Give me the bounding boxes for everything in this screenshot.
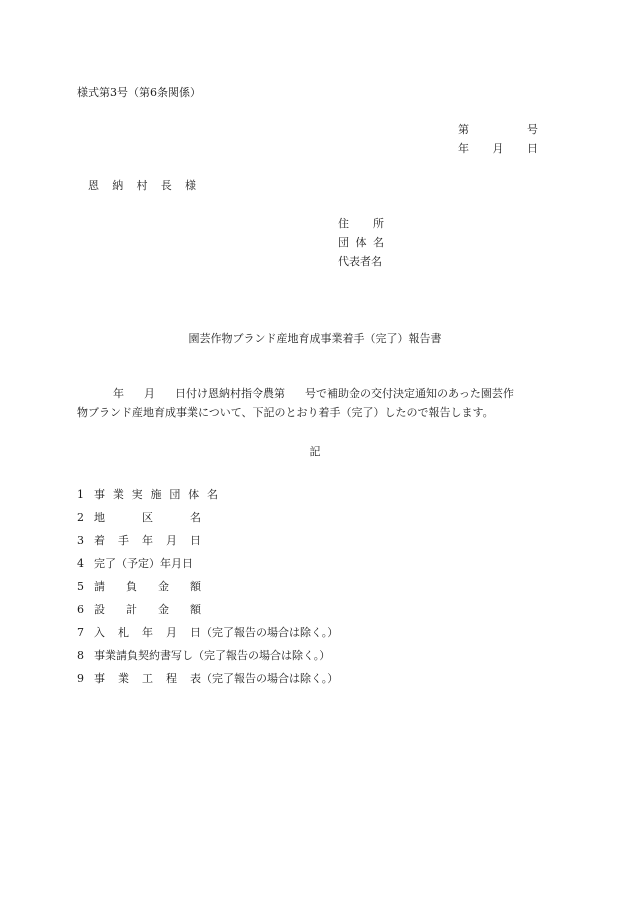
list-item: [77, 581, 201, 592]
addressee-char: 村: [136, 179, 148, 192]
item-char: 札: [118, 626, 129, 639]
sender-org-char: 名: [373, 236, 384, 249]
item-label: [94, 673, 201, 684]
body-month: 月: [144, 387, 155, 400]
item-label: [94, 558, 193, 569]
sender-organization-label: [338, 237, 384, 248]
item-label: [94, 512, 201, 523]
sender-org-char: 団: [338, 236, 349, 249]
item-char: 計: [126, 603, 137, 616]
item-char: 日: [190, 534, 201, 547]
body-day-ref: 日付け恩納村指令農第: [175, 387, 285, 400]
item-label: [94, 581, 201, 592]
item-text: 事業請負契約書写し: [94, 649, 193, 662]
addressee-char: 長: [160, 179, 172, 192]
item-char: 施: [150, 488, 162, 501]
list-item: [77, 627, 338, 638]
item-char: 業: [112, 488, 124, 501]
list-item: [77, 604, 201, 615]
item-label: [94, 604, 201, 615]
item-number: 7: [77, 626, 84, 639]
item-char: 団: [169, 488, 181, 501]
item-char: 負: [126, 580, 137, 593]
addressee: [88, 180, 196, 191]
form-number: 様式第3号（第6条関係）: [77, 86, 201, 99]
item-char: 請: [94, 580, 105, 593]
list-item: [77, 512, 201, 523]
date-month-label: 月: [492, 142, 504, 155]
item-number: 8: [77, 649, 84, 662]
list-item: [77, 558, 193, 569]
sender-address-char: 所: [373, 217, 384, 230]
item-label: [94, 489, 218, 500]
item-char: 業: [118, 672, 129, 685]
addressee-char: 恩: [88, 179, 99, 192]
item-char: 金: [158, 580, 169, 593]
item-char: 程: [166, 672, 177, 685]
item-label: [94, 535, 201, 546]
sender-org-char: 体: [355, 236, 367, 249]
body-paragraph-line-2: 物ブランド産地育成事業について、下記のとおり着手（完了）したので報告します。: [77, 406, 494, 419]
item-char: 実: [131, 488, 143, 501]
item-number: 4: [77, 557, 84, 570]
date-day-label: 日: [527, 142, 538, 155]
item-number: 6: [77, 603, 84, 616]
addressee-char: 納: [112, 179, 124, 192]
doc-number-prefix: 第: [458, 123, 469, 136]
document-title: 園芸作物ブランド産地育成事業着手（完了）報告書: [188, 332, 442, 345]
item-label: [94, 650, 193, 661]
item-number: 9: [77, 672, 84, 685]
addressee-char: 様: [185, 179, 196, 192]
item-label: [94, 627, 201, 638]
doc-number-suffix: 号: [527, 123, 538, 136]
sender-address-label: [338, 218, 384, 229]
item-char: 年: [142, 534, 153, 547]
document-number: [458, 124, 538, 135]
item-char: 体: [188, 488, 200, 501]
item-note: （完了報告の場合は除く。）: [201, 672, 339, 685]
item-char: 日: [190, 626, 201, 639]
item-char: 事: [94, 672, 105, 685]
item-char: 名: [206, 488, 218, 501]
item-char: 表: [190, 672, 201, 685]
item-number: 5: [77, 580, 84, 593]
item-note: （完了報告の場合は除く。）: [201, 626, 339, 639]
item-number: 2: [77, 511, 84, 524]
ki-heading: 記: [309, 445, 321, 458]
sender-address-char: 住: [338, 217, 349, 230]
list-item: [77, 535, 201, 546]
body-number-ref: 号で補助金の交付決定通知のあった園芸作: [305, 387, 514, 400]
item-char: 事: [94, 488, 105, 501]
list-item: [77, 489, 218, 500]
date-year-label: 年: [458, 142, 469, 155]
document-date: [458, 143, 538, 154]
sender-representative-label: [338, 256, 384, 267]
item-char: 金: [158, 603, 169, 616]
item-number: 3: [77, 534, 84, 547]
item-char: 年: [142, 626, 153, 639]
item-char: 月: [166, 626, 177, 639]
item-char: 区: [142, 511, 153, 524]
item-char: 設: [94, 603, 105, 616]
item-char: 手: [118, 534, 129, 547]
item-char: 着: [94, 534, 105, 547]
body-year: 年: [113, 387, 124, 400]
sender-rep-text: 代表者名: [338, 255, 382, 268]
body-paragraph-line-1: [77, 388, 514, 399]
item-text: 完了（予定）年月日: [94, 557, 193, 570]
item-char: 地: [94, 511, 105, 524]
item-note: （完了報告の場合は除く。）: [193, 649, 331, 662]
item-char: 額: [190, 580, 201, 593]
item-char: 額: [190, 603, 201, 616]
item-char: 入: [94, 626, 105, 639]
item-char: 工: [142, 672, 153, 685]
item-number: 1: [77, 488, 84, 501]
list-item: [77, 673, 338, 684]
item-char: 月: [166, 534, 177, 547]
list-item: [77, 650, 330, 661]
item-char: 名: [190, 511, 201, 524]
